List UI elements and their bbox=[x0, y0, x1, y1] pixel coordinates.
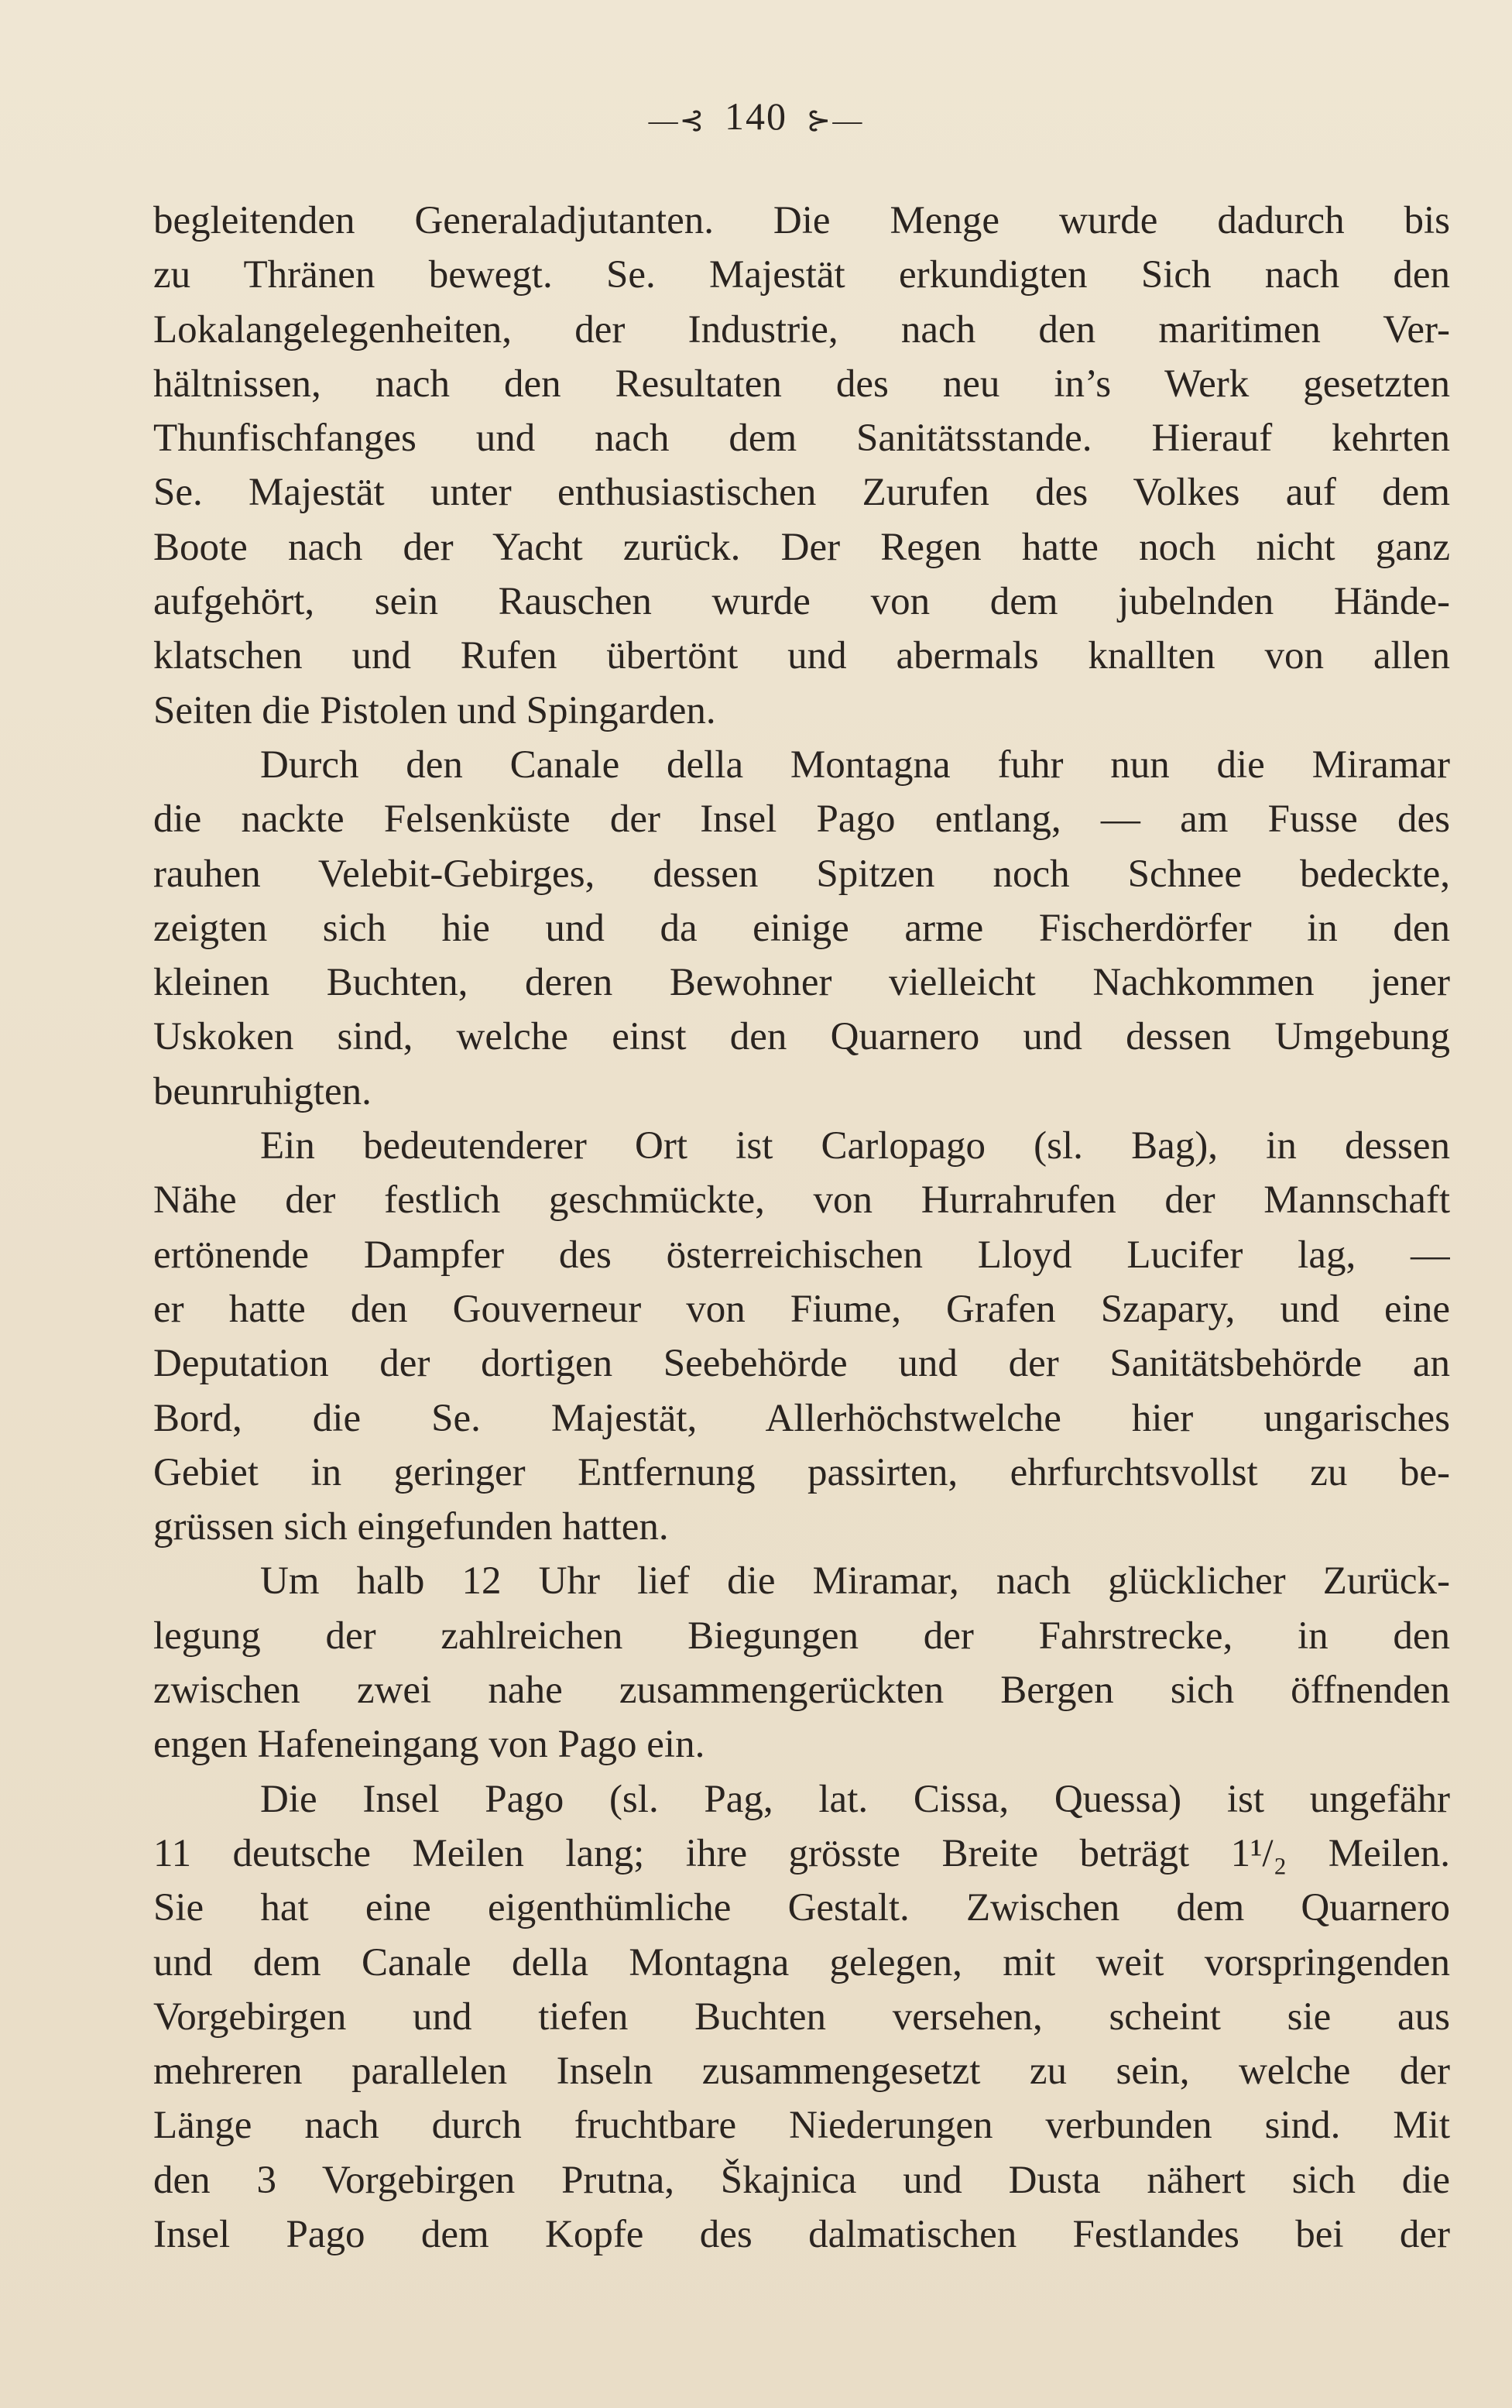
text-line: die nackte Felsenküste der Insel Pago entlang, — am Fusse des bbox=[153, 798, 1450, 842]
text-line: Uskoken sind, welche einst den Quarnero und dessen Umgebung bbox=[153, 1015, 1450, 1059]
text-line: beunruhigten. bbox=[153, 1069, 372, 1113]
text-line: Vorgebirgen und tiefen Buchten versehen, scheint sie aus bbox=[153, 1995, 1450, 2039]
text-line: Durch den Canale della Montagna fuhr nun die Miramar bbox=[260, 743, 1450, 787]
text-line: Länge nach durch fruchtbare Niederungen verbunden sind. Mit bbox=[153, 2104, 1450, 2148]
text-line: legung der zahlreichen Biegungen der Fahrstrecke, in den bbox=[153, 1614, 1450, 1658]
text-line: zeigten sich hie und da einige arme Fischerdörfer in den bbox=[153, 906, 1450, 950]
text-line: grüssen sich eingefunden hatten. bbox=[153, 1505, 669, 1549]
text-line: Um halb 12 Uhr lief die Miramar, nach glücklicher Zurück- bbox=[260, 1559, 1450, 1604]
text-line: zwischen zwei nahe zusammengerückten Bergen sich öffnenden bbox=[153, 1669, 1450, 1713]
text-line: 11 deutsche Meilen lang; ihre grösste Breite beträgt 1¹/₂ Meilen. bbox=[153, 1831, 1450, 1875]
text-line: Die Insel Pago (sl. Pag, lat. Cissa, Quessa) ist ungefähr bbox=[260, 1777, 1450, 1821]
text-line: Lokalangelegenheiten, der Industrie, nach den maritimen Ver- bbox=[153, 307, 1450, 352]
text-line: engen Hafeneingang von Pago ein. bbox=[153, 1723, 705, 1767]
text-line: und dem Canale della Montagna gelegen, mit weit vorspringenden bbox=[153, 1940, 1450, 1984]
text-line: hältnissen, nach den Resultaten des neu in’s Werk gesetzten bbox=[153, 362, 1450, 406]
text-line: Bord, die Se. Majestät, Allerhöchstwelche hier ungarisches bbox=[153, 1396, 1450, 1440]
text-line: er hatte den Gouverneur von Fiume, Grafen Szapary, und eine bbox=[153, 1287, 1450, 1331]
ornament-right: ⊱— bbox=[806, 104, 864, 137]
text-line: Nähe der festlich geschmückte, von Hurrahrufen der Mannschaft bbox=[153, 1178, 1450, 1223]
text-line: Boote nach der Yacht zurück. Der Regen hatte noch nicht ganz bbox=[153, 525, 1450, 569]
page-number: 140 bbox=[725, 94, 787, 138]
text-line: Se. Majestät unter enthusiastischen Zurufen des Volkes auf dem bbox=[153, 471, 1450, 515]
text-line: Deputation der dortigen Seebehörde und der Sanitätsbehörde an bbox=[153, 1342, 1450, 1386]
text-line: kleinen Buchten, deren Bewohner vielleicht Nachkommen jener bbox=[153, 961, 1450, 1005]
body-text bbox=[153, 194, 1450, 2262]
text-line: Seiten die Pistolen und Spingarden. bbox=[153, 688, 716, 732]
text-line: Ein bedeutenderer Ort ist Carlopago (sl. Bag), in dessen bbox=[260, 1124, 1450, 1168]
text-line: Sie hat eine eigenthümliche Gestalt. Zwischen dem Quarnero bbox=[153, 1886, 1450, 1930]
text-line: zu Thränen bewegt. Se. Majestät erkundigten Sich nach den bbox=[153, 253, 1450, 297]
text-line: Insel Pago dem Kopfe des dalmatischen Festlandes bei der bbox=[153, 2212, 1450, 2256]
text-line: Gebiet in geringer Entfernung passirten, ehrfurchtsvollst zu be- bbox=[153, 1450, 1450, 1494]
text-line: aufgehört, sein Rauschen wurde von dem jubelnden Hände- bbox=[153, 580, 1450, 624]
ornament-left: —⊰ bbox=[648, 104, 706, 137]
text-line: Thunfischfanges und nach dem Sanitätsstande. Hierauf kehrten bbox=[153, 417, 1450, 461]
text-line: klatschen und Rufen übertönt und abermals knallten von allen bbox=[153, 634, 1450, 678]
text-line: den 3 Vorgebirgen Prutna, Škajnica und Dusta nähert sich die bbox=[153, 2158, 1450, 2202]
text-line: begleitenden Generaladjutanten. Die Menge wurde dadurch bis bbox=[153, 199, 1450, 242]
text-line: ertönende Dampfer des österreichischen Lloyd Lucifer lag, — bbox=[153, 1233, 1450, 1277]
page-header bbox=[0, 93, 1512, 144]
text-line: rauhen Velebit-Gebirges, dessen Spitzen noch Schnee bedeckte, bbox=[153, 852, 1450, 896]
text-line: mehreren parallelen Inseln zusammengesetzt zu sein, welche der bbox=[153, 2050, 1450, 2094]
